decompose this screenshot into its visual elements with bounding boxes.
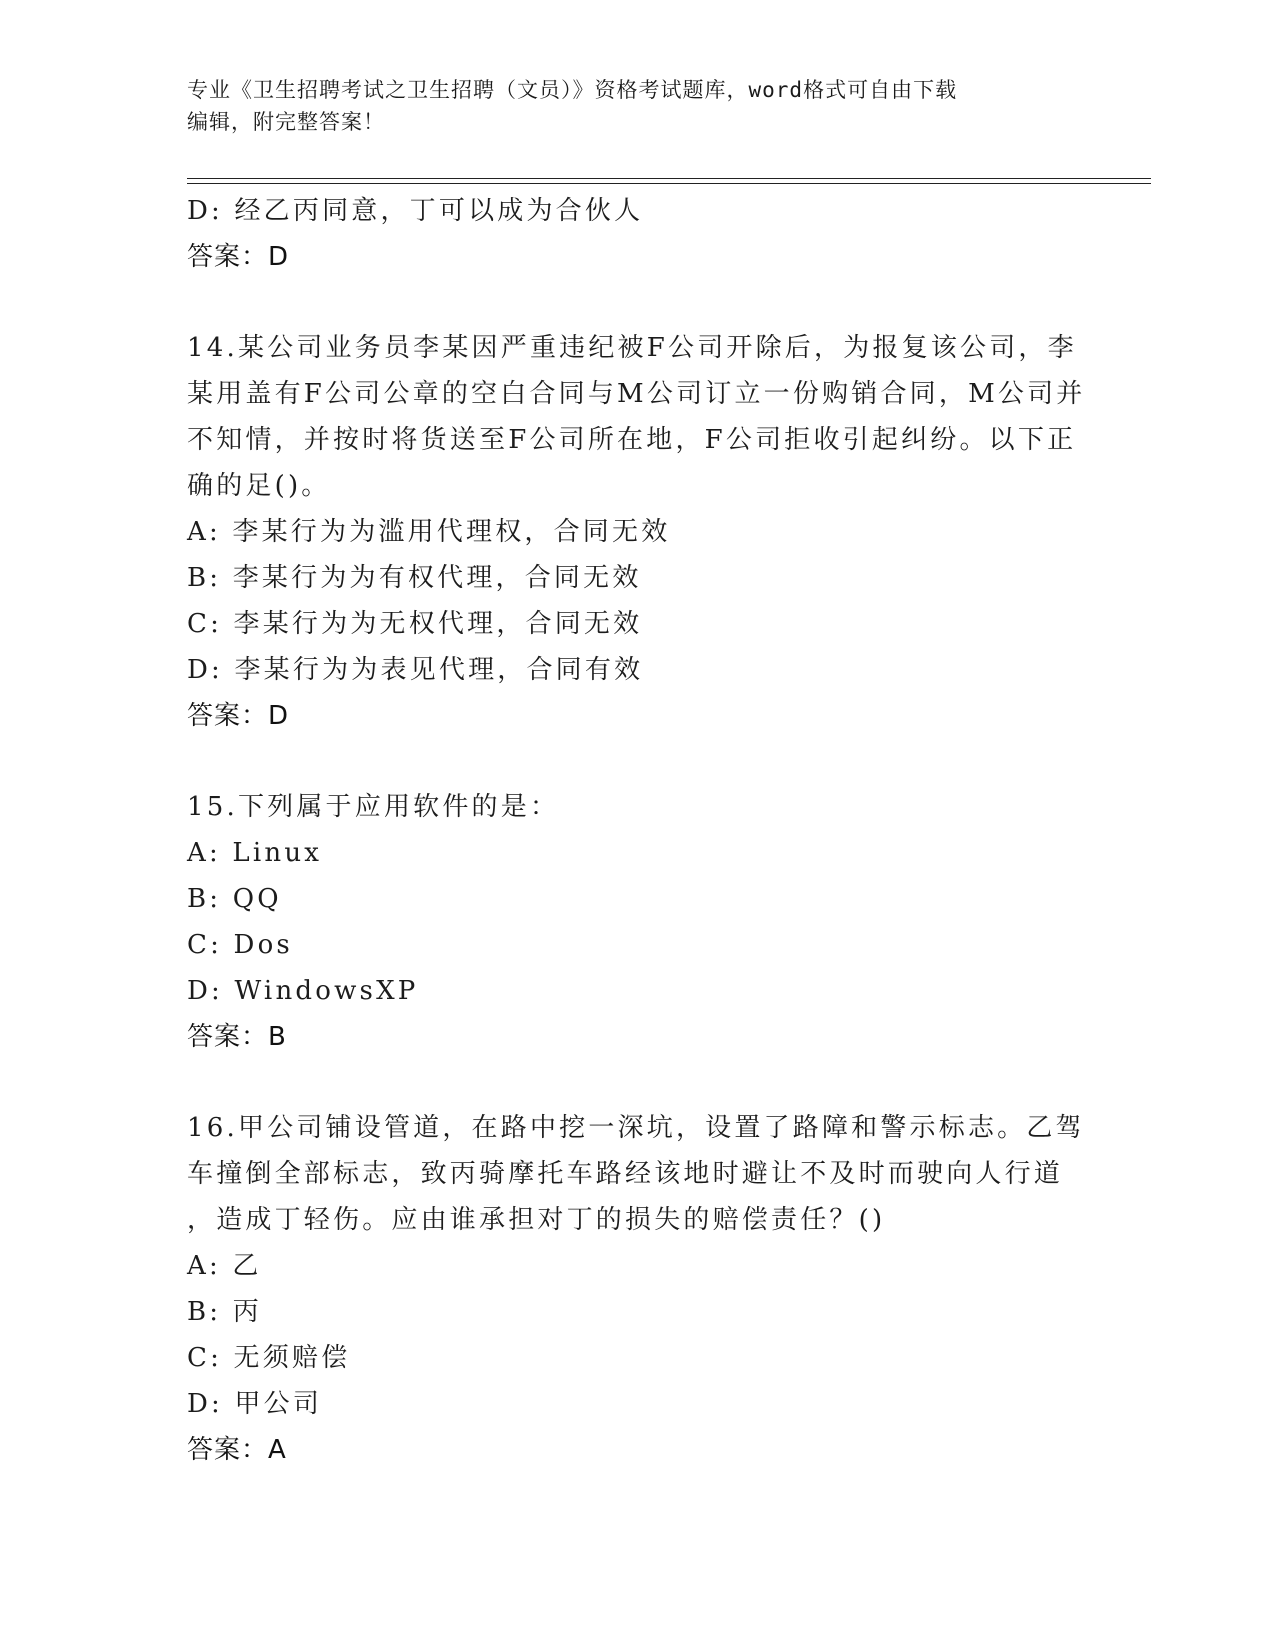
- question-text-line: 确的足()。: [187, 471, 331, 501]
- question-content: [187, 188, 1087, 1473]
- header-line-2: 编辑，附完整答案！: [187, 110, 385, 134]
- option-d: D: 甲公司: [187, 1389, 323, 1419]
- option-c: C: Dos: [187, 930, 293, 960]
- question-text-line: 某用盖有F公司公章的空白合同与M公司订立一份购销合同，M公司并: [187, 379, 1086, 409]
- answer-label: 答案：D: [187, 701, 290, 731]
- option-d: D: 经乙丙同意，丁可以成为合伙人: [187, 196, 644, 226]
- header-divider-top: [187, 178, 1151, 179]
- option-b: B: 丙: [187, 1297, 262, 1327]
- question-text-line: 14.某公司业务员李某因严重违纪被F公司开除后，为报复该公司，李: [187, 333, 1077, 363]
- question-text-line: ，造成丁轻伤。应由谁承担对丁的损失的赔偿责任？(): [187, 1205, 886, 1235]
- option-b: B: 李某行为为有权代理，合同无效: [187, 563, 642, 593]
- answer-label: 答案：B: [187, 1022, 287, 1052]
- question-15: [187, 784, 1087, 1060]
- option-d: D: 李某行为为表见代理，合同有效: [187, 655, 644, 685]
- question-text-line: 16.甲公司铺设管道，在路中挖一深坑，设置了路障和警示标志。乙驾: [187, 1113, 1085, 1143]
- header-line-1: 专业《卫生招聘考试之卫生招聘（文员）》资格考试题库，word格式可自由下载: [187, 78, 958, 102]
- question-text-line: 车撞倒全部标志，致丙骑摩托车路经该地时避让不及时而驶向人行道: [187, 1159, 1064, 1189]
- option-b: B: QQ: [187, 884, 282, 914]
- question-14: [187, 325, 1087, 739]
- answer-label: 答案：D: [187, 242, 290, 272]
- question-text-line: 15.下列属于应用软件的是：: [187, 792, 560, 822]
- option-c: C: 李某行为为无权代理，合同无效: [187, 609, 643, 639]
- answer-label: 答案：A: [187, 1435, 287, 1465]
- document-header: [187, 74, 1067, 138]
- header-divider-bottom: [187, 183, 1151, 184]
- question-13-tail: [187, 188, 1087, 280]
- option-c: C: 无须赔偿: [187, 1343, 351, 1373]
- option-a: A: Linux: [187, 838, 323, 868]
- question-text-line: 不知情，并按时将货送至F公司所在地，F公司拒收引起纠纷。以下正: [187, 425, 1077, 455]
- option-a: A: 乙: [187, 1251, 262, 1281]
- question-16: [187, 1105, 1087, 1473]
- option-a: A: 李某行为为滥用代理权，合同无效: [187, 517, 671, 547]
- option-d: D: WindowsXP: [187, 976, 419, 1006]
